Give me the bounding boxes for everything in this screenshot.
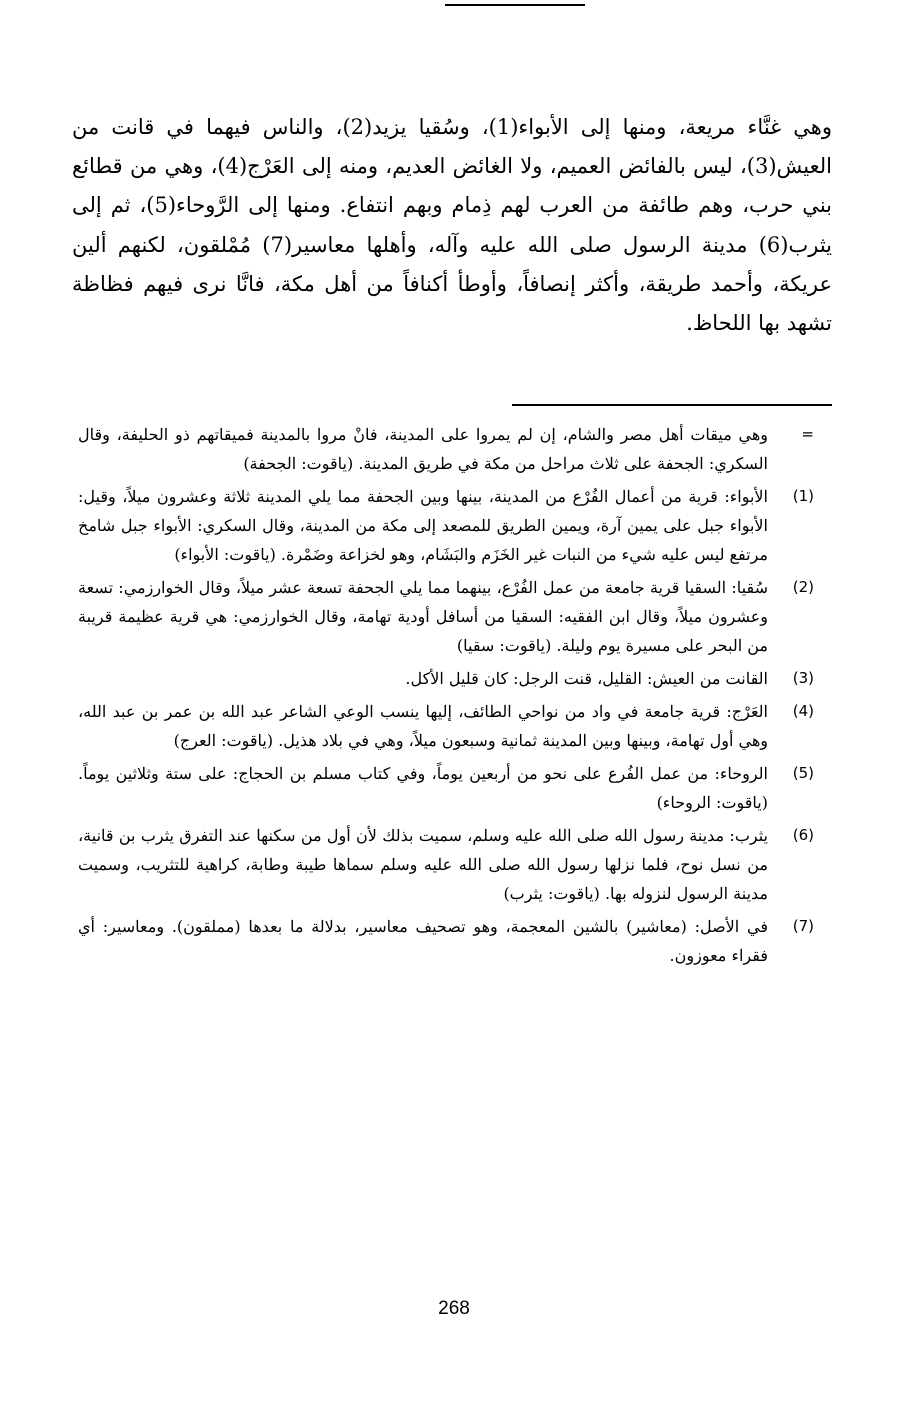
footnote-3 (78, 664, 814, 693)
main-text (72, 108, 832, 343)
footnote-6 (78, 821, 814, 908)
footnote-mark: (6) (792, 826, 814, 844)
footnote-mark: (1) (792, 487, 814, 505)
footnote-mark: = (801, 425, 814, 443)
footnote-5 (78, 759, 814, 817)
footnote-7 (78, 912, 814, 970)
footnote-text: في الأصل: (معاشير) بالشين المعجمة، وهو تصحيف معاسير، بدلالة ما بعدها (مملقون). ومعاسير: أي فقراء معوزون. (78, 917, 768, 965)
footnote-text: يثرب: مدينة رسول الله صلى الله عليه وسلم، سميت بذلك لأن أول من سكنها عند التفرق يثرب بن قانية، من نسل نوح، فلما نزلها رسول الله صلى الله عليه وسلم سماها طيبة وطابة، كراهية للتثريب، وسميت مدينة الرسول لنزوله بها. (ياقوت: يثرب) (78, 826, 768, 903)
footnote-separator (512, 404, 832, 406)
footnote-mark: (5) (792, 764, 814, 782)
footnote-4 (78, 697, 814, 755)
footnote-text: الروحاء: من عمل الفُرع على نحو من أربعين يوماً، وفي كتاب مسلم بن الحجاج: على ستة وثلاثين يوماً. (ياقوت: الروحاء) (78, 764, 768, 812)
footnote-1 (78, 482, 814, 569)
footnote-mark: (4) (792, 702, 814, 720)
page-number: 268 (438, 1298, 470, 1319)
footnote-mark: (3) (792, 669, 814, 687)
footnote-text: سُقيا: السقيا قرية جامعة من عمل الفُرْع، بينهما مما يلي الجحفة تسعة عشر ميلاً، وقال الخوارزمي: تسعة وعشرون ميلاً، وقال ابن الفقيه: السقيا من أسافل أودية تهامة، وقال الخوارزمي: هي قرية عظيمة قريبة من البحر على مسيرة يوم وليلة. (ياقوت: سقيا) (78, 578, 768, 655)
top-rule (445, 4, 585, 6)
footnote-mark: (7) (792, 917, 814, 935)
footnotes (78, 420, 814, 974)
footnote-text: الأبواء: قرية من أعمال الفُرْع من المدينة، بينها وبين الجحفة مما يلي المدينة ثلاثة وعشرون ميلاً، وقيل: الأبواء جبل على يمين آرة، ويمين الطريق للمصعد إلى مكة من المدينة، وقال السكري: الأبواء جبل شامخ مرتفع ليس عليه شيء من النبات غير الخَزَم والبَشَام، وهو لخزاعة وضَمْرة. (ياقوت: الأبواء) (78, 487, 768, 564)
footnote-continued (78, 420, 814, 478)
footnote-text: العَرْج: قرية جامعة في واد من نواحي الطائف، إليها ينسب الوعي الشاعر عبد الله بن عمر بن عبد الله، وهي أول تهامة، وبينها وبين المدينة ثمانية وسبعون ميلاً، وهي في بلاد هذيل. (ياقوت: العرج) (78, 702, 768, 750)
footnote-text: القانت من العيش: القليل، قنت الرجل: كان قليل الأكل. (405, 669, 768, 688)
footnote-text: وهي ميقات أهل مصر والشام، إن لم يمروا على المدينة، فانْ مروا بالمدينة فميقاتهم ذو الحليفة، وقال السكري: الجحفة على ثلاث مراحل من مكة في طريق المدينة. (ياقوت: الجحفة) (78, 425, 768, 473)
main-paragraph: وهي غنَّاء مريعة، ومنها إلى الأبواء(1)، وسُقيا يزيد(2)، والناس فيهما في قانت من العيش(3)، ليس بالفائض العميم، ولا الغائض العديم، ومنه إلى العَرْج(4)، وهي من قطائع بني حرب، وهم طائفة من العرب لهم ذِمام وبهم انتفاع. ومنها إلى الرَّوحاء(5)، ثم إلى يثرب(6) مدينة الرسول صلى الله عليه وآله، وأهلها معاسير(7) مُمْلقون، لكنهم ألين عريكة، وأحمد طريقة، وأكثر إنصافاً، وأوطأ أكنافاً من أهل مكة، فانَّا نرى فيهم فظاظة تشهد بها اللحاظ. (72, 115, 832, 336)
footnote-mark: (2) (792, 578, 814, 596)
footnote-2 (78, 573, 814, 660)
